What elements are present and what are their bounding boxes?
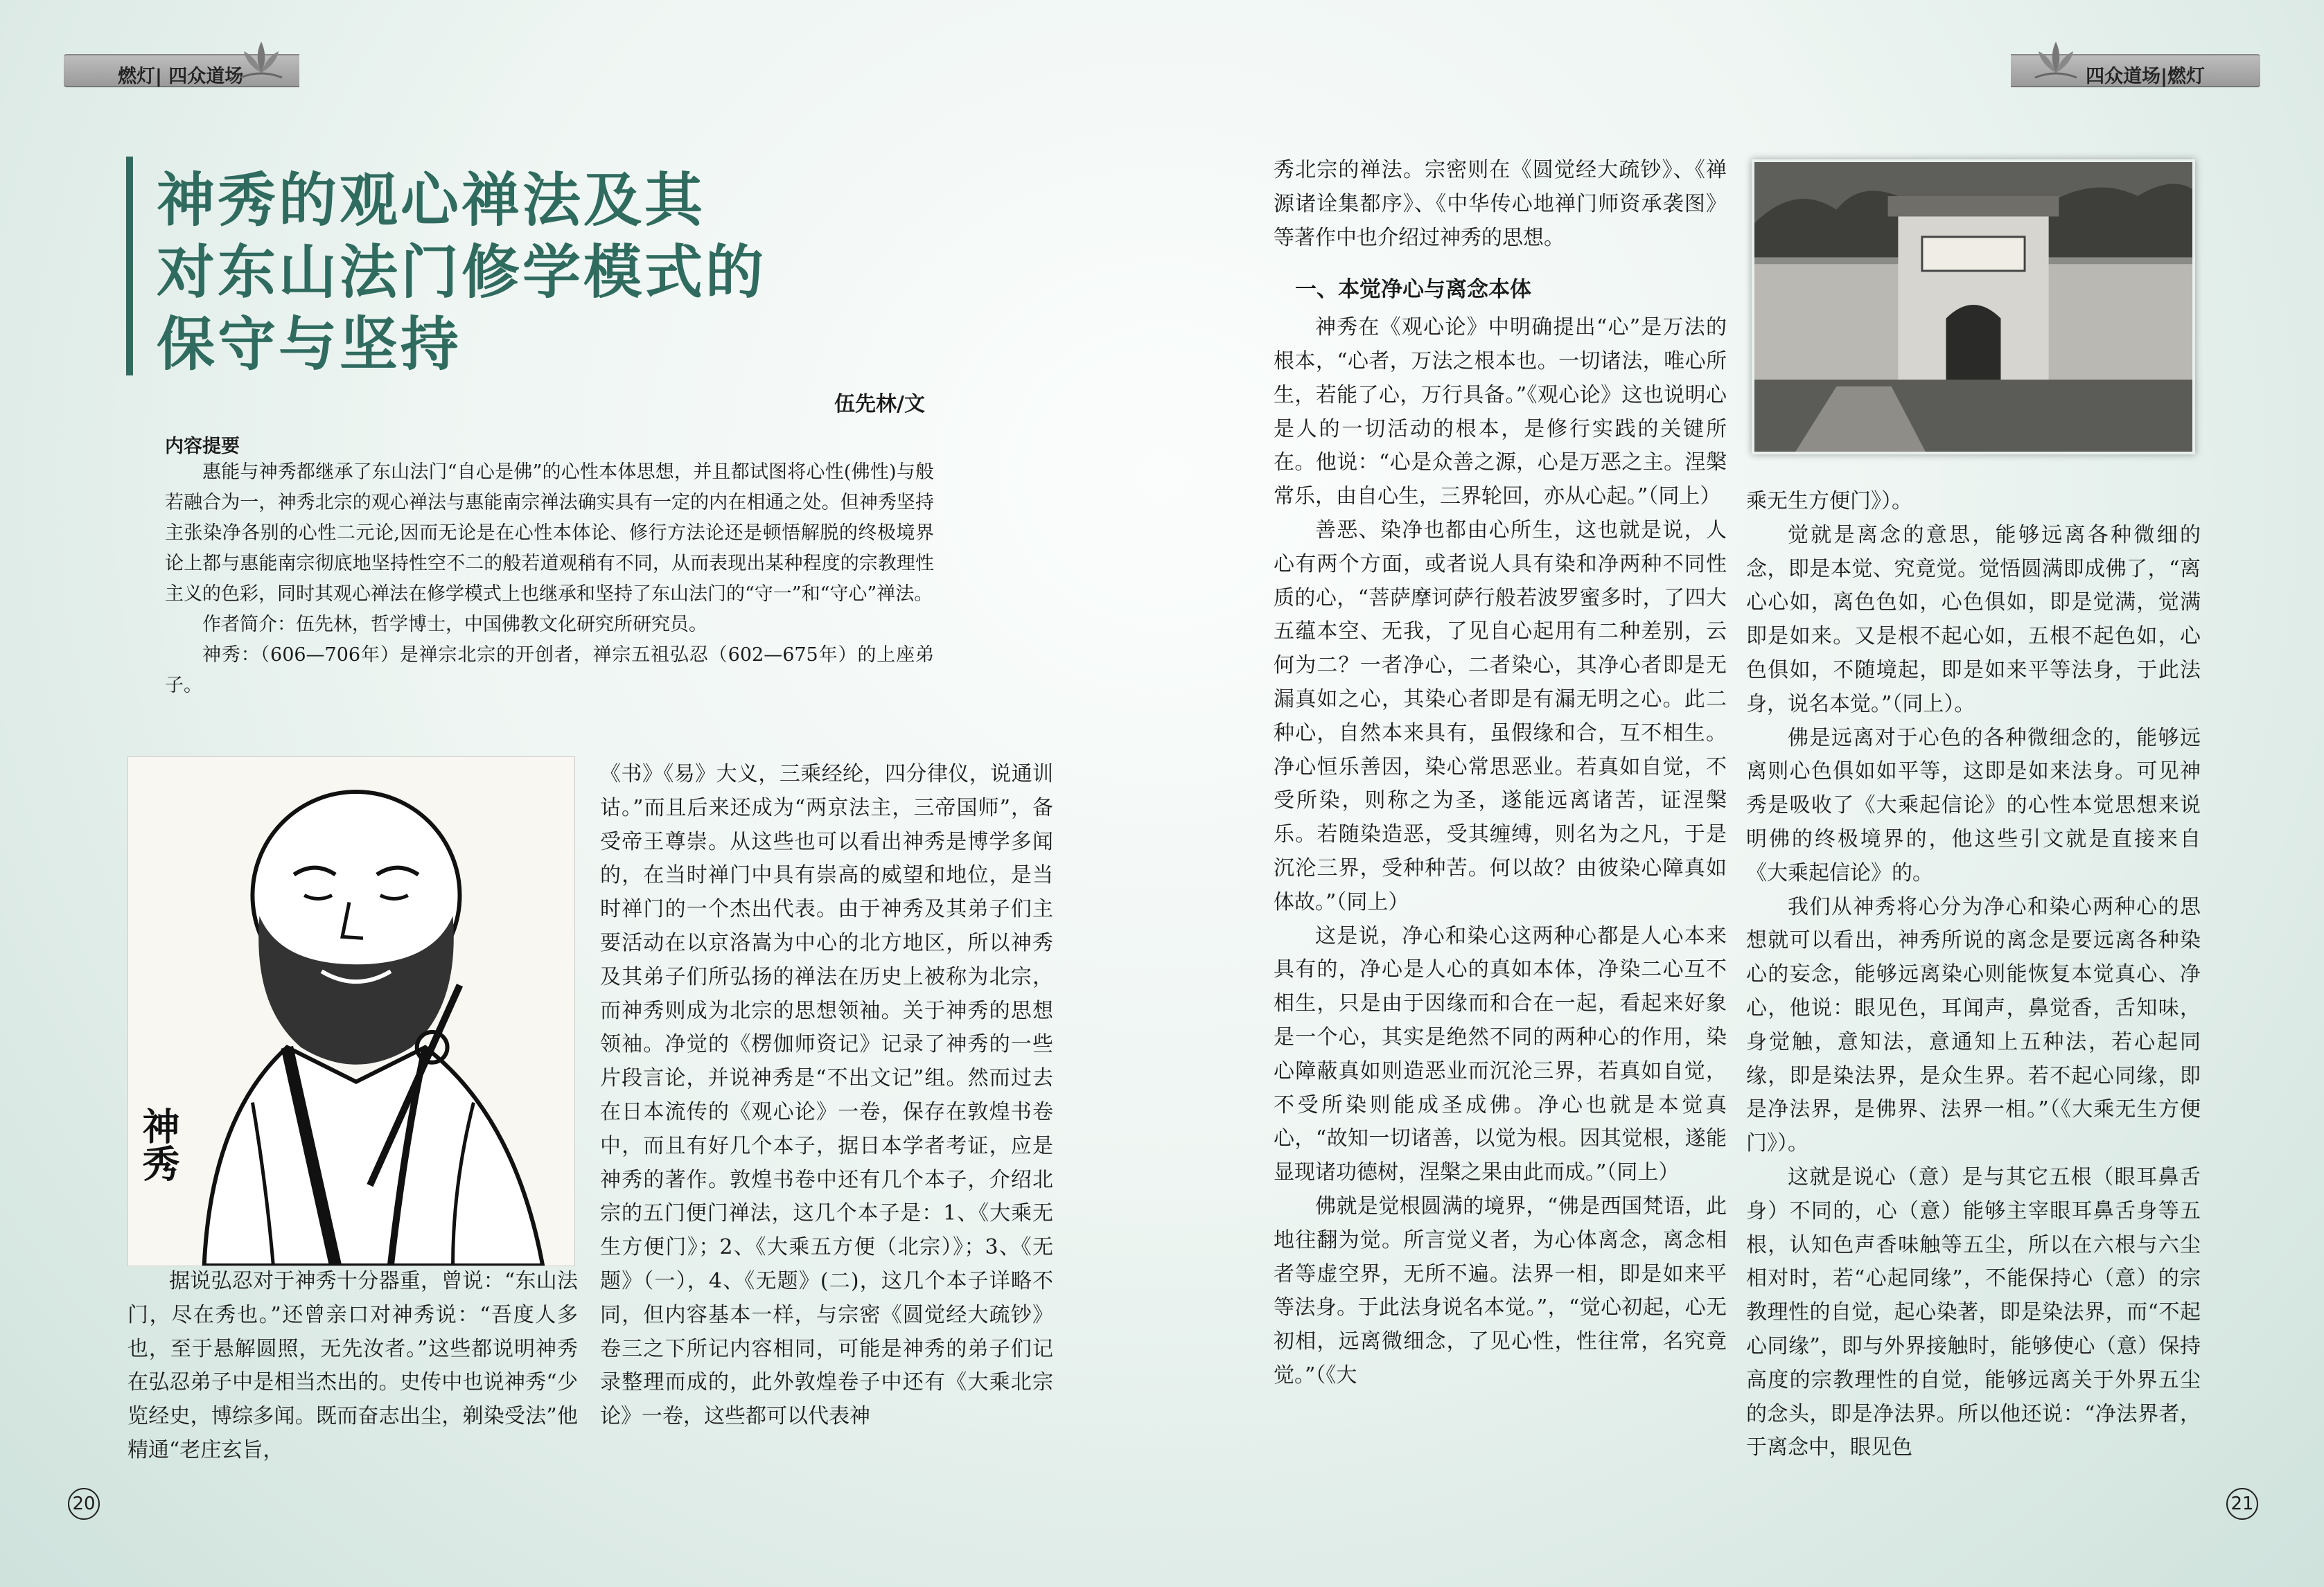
portrait-caption: 神秀 [137, 1107, 181, 1182]
right-column-2 [1746, 485, 2201, 1465]
title-accent-bar [126, 157, 133, 375]
right-column-1 [1274, 154, 1727, 1393]
shenxiu-note: 神秀：（606—706年）是禅宗北宗的开创者，禅宗五祖弘忍（602—675年）的上座弟子。 [165, 644, 934, 696]
paragraph: 乘无生方便门》）。 [1746, 489, 1912, 513]
abstract-heading: 内容提要 [165, 436, 240, 457]
paragraph: 佛就是觉根圆满的境界，“佛是西国梵语，此地往翻为觉。所言觉义者，为心体离念，离念相者等虚空界，无所不遍。法界一相，即是如来平等法身。于此法身说名本觉。”，“觉心初起，心无初相，远离微细念，了见心性，性往常，名究竟觉。”（《大 [1274, 1194, 1727, 1387]
left-column-2 [600, 758, 1053, 1434]
paragraph: 《书》《易》大义，三乘经纶，四分律仪，说通训诂。”而且后来还成为“两京法主，三帝国师”，备受帝王尊崇。从这些也可以看出神秀是博学多闻的，在当时禅门中具有崇高的威望和地位，是当时禅门的一个杰出代表。由于神秀及其弟子们主要活动在以京洛嵩为中心的北方地区，所以神秀及其弟子们所弘扬的禅法在历史上被称为北宗，而神秀则成为北宗的思想领袖。关于神秀的思想领袖。净觉的《楞伽师资记》记录了神秀的一些片段言论，并说神秀是“不出文记”组。然而过去在日本流传的《观心论》一卷，保存在敦煌书卷中，而且有好几个本子，据日本学者考证，应是神秀的著作。敦煌书卷中还有几个本子，介绍北宗的五门便门禅法，这几个本子是：1、《大乘无生方便门》；2、《大乘五方便（北宗）》；3、《无题》（一），4、《无题》(二)，这几个本子详略不同，但内容基本一样，与宗密《圆觉经大疏钞》卷三之下所记内容相同，可能是神秀的弟子们记录整理而成的，此外敦煌卷子中还有《大乘北宗论》一卷，这些都可以代表神 [600, 762, 1053, 1429]
header-right-text: 四众道场|燃灯 [2086, 66, 2205, 87]
shenxiu-portrait [127, 756, 575, 1266]
author-bio: 作者简介：伍先林，哲学博士，中国佛教文化研究所研究员。 [202, 614, 707, 635]
paragraph: 我们从神秀将心分为净心和染心两种心的思想就可以看出，神秀所说的离念是要远离各种染心的妄念，能够远离染心则能恢复本觉真心、净心，他说：眼见色，耳闻声，鼻觉香，舌知味，身觉触，意知法，意通知上五种法，若心起同缘，即是染法界，是众生界。若不起心同缘，即是净法界，是佛界、法界一相。”（《大乘无生方便门》）。 [1746, 894, 2201, 1156]
header-left-text: 燃灯| 四众道场 [118, 66, 244, 87]
paragraph: 神秀在《观心论》中明确提出“心”是万法的根本，“心者，万法之根本也。一切诸法，唯心所生，若能了心，万行具备。”《观心论》这也说明心是人的一切活动的根本，是修行实践的关键所在。他说：“心是众善之源，心是万恶之主。涅槃常乐，由自心生，三界轮回，亦从心起。”（同上） [1274, 315, 1727, 509]
portrait-drawing [128, 757, 574, 1266]
page-number-left: 20 [68, 1488, 100, 1520]
temple-gate-photo [1752, 159, 2195, 454]
paragraph: 据说弘忍对于神秀十分器重，曾说：“东山法门，尽在秀也。”还曾亲口对神秀说：“吾度人多也，至于悬解圆照，无先汝者。”这些都说明神秀在弘忍弟子中是相当杰出的。史传中也说神秀“少览经史，博综多闻。既而奋志出尘，剃染受法”他精通“老庄玄旨， [127, 1269, 578, 1462]
page-number-right: 21 [2226, 1488, 2258, 1520]
paragraph: 这是说，净心和染心这两种心都是人心本来具有的，净心是人心的真如本体，净染二心互不相生，只是由于因缘而和合在一起，看起来好象是一个心，其实是绝然不同的两种心的作用，染心障蔽真如则造恶业而沉沦三界，若真如自觉，不受所染则能成圣成佛。净心也就是本觉真心，“故知一切诸善，以觉为根。因其觉根，遂能显现诸功德树，涅槃之果由此而成。”（同上） [1274, 923, 1727, 1185]
author-byline: 伍先林/文 [834, 392, 925, 416]
temple-photo-drawing [1754, 162, 2192, 452]
section-heading: 一、本觉净心与离念本体 [1295, 277, 1531, 303]
paragraph: 觉就是离念的意思，能够远离各种微细的念，即是本觉、究竟觉。觉悟圆满即成佛了，“离心心如，离色色如，心色俱如，即是觉满，觉满即是如来。又是根不起心如，五根不起色如，心色俱如，不随境起，即是如来平等法身，于此法身，说名本觉。”（同上）。 [1746, 522, 2201, 716]
left-column-1 [127, 1265, 578, 1468]
article-title-line-1: 神秀的观心禅法及其 [157, 166, 706, 234]
article-title-line-2: 对东山法门修学模式的 [157, 238, 767, 306]
abstract-body [165, 457, 934, 701]
header-band-left [64, 54, 299, 87]
paragraph: 善恶、染净也都由心所生，这也就是说，人心有两个方面，或者说人具有染和净两种不同性质的心，“菩萨摩诃萨行般若波罗蜜多时，了四大五蕴本空、无我，了见自心起用有二种差别，云何为二？一者净心，二者染心，其净心者即是无漏真如之心，其染心者即是有漏无明之心。此二种心，自然本来具有，虽假缘和合，互不相生。净心恒乐善因，染心常思恶业。若真如自觉，不受所染，则称之为圣，遂能远离诸苦，证涅槃乐。若随染造恶，受其缠缚，则名为之凡，于是沉沦三界，受种种苦。何以故？由彼染心障真如体故。”（同上） [1274, 517, 1727, 914]
abstract-paragraph: 惠能与神秀都继承了东山法门“自心是佛”的心性本体思想，并且都试图将心性(佛性)与般若融合为一，神秀北宗的观心禅法与惠能南宗禅法确实具有一定的内在相通之处。但神秀坚持主张染净各别的心性二元论,因而无论是在心性本体论、修行方法论还是顿悟解脱的终极境界论上都与惠能南宗彻底地坚持性空不二的般若道观稍有不同，从而表现出某种程度的宗教理性主义的色彩，同时其观心禅法在修学模式上也继承和坚持了东山法门的“守一”和“守心”禅法。 [165, 461, 934, 605]
lotus-ornament-icon [237, 35, 285, 85]
paragraph: 这就是说心（意）是与其它五根（眼耳鼻舌身）不同的，心（意）能够主宰眼耳鼻舌身等五根，认知色声香味触等五尘，所以在六根与六尘相对时，若“心起同缘”，不能保持心（意）的宗教理性的自觉，起心染著，即是染法界，而“不起心同缘”，即与外界接触时，能够使心（意）保持高度的宗教理性的自觉，能够远离关于外界五尘的念头，即是净法界。所以他还说：“净法界者，于离念中，眼见色 [1746, 1164, 2201, 1460]
paragraph: 佛是远离对于心色的各种微细念的，能够远离则心色俱如如平等，这即是如来法身。可见神秀是吸收了《大乘起信论》的心性本觉思想来说明佛的终极境界的，他这些引文就是直接来自《大乘起信论》的。 [1746, 725, 2201, 885]
article-title-line-3: 保守与坚持 [157, 310, 462, 378]
lotus-ornament-icon [2032, 35, 2080, 85]
paragraph: 秀北宗的禅法。宗密则在《圆觉经大疏钞》、《禅源诸诠集都序》、《中华传心地禅门师资承袭图》等著作中也介绍过神秀的思想。 [1274, 158, 1727, 250]
header-band-right [2011, 54, 2260, 87]
